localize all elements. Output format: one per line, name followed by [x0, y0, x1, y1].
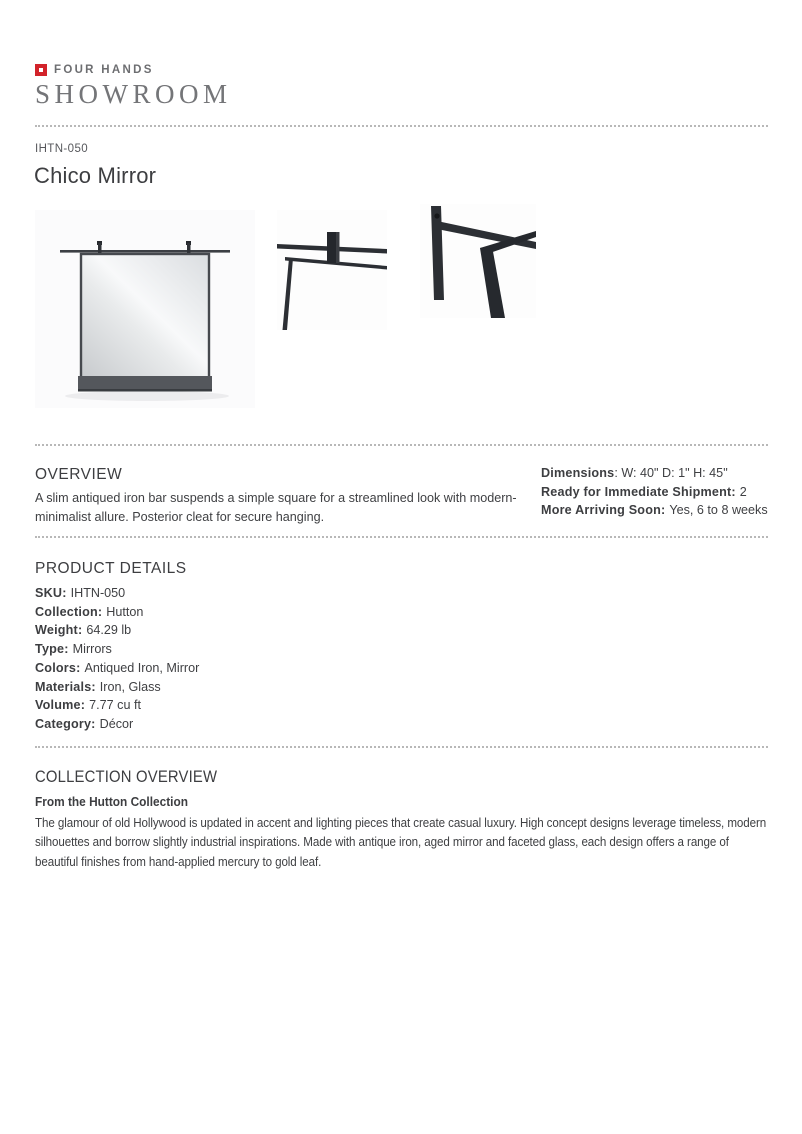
- hanger-bracket-graphic: [277, 210, 387, 330]
- frame-corner-graphic: [420, 204, 536, 318]
- detail-row-materials: [35, 678, 199, 697]
- four-hands-logo-mark-icon: [35, 64, 47, 76]
- detail-value: Hutton: [106, 604, 144, 619]
- logo-mark-inner-square: [39, 68, 43, 72]
- overview-body: A slim antiqued iron bar suspends a simple square for a streamlined look with modern-minimalist allure. Posterior cleat for secure hanging.: [35, 491, 517, 524]
- collection-overview-section: [35, 768, 773, 871]
- detail-label: Colors:: [35, 660, 81, 675]
- detail-label: SKU:: [35, 586, 67, 600]
- dimensions-line: [541, 464, 768, 483]
- product-image-main: [35, 210, 255, 408]
- detail-label: Weight:: [35, 623, 83, 638]
- separator-collection: [35, 746, 768, 748]
- shipping-info: [541, 464, 768, 520]
- product-image-detail-1: [277, 210, 387, 330]
- overview-heading: OVERVIEW: [35, 466, 123, 483]
- detail-row-colors: [35, 659, 199, 678]
- detail-label: Type:: [35, 642, 69, 657]
- detail-value: IHTN-050: [70, 586, 126, 600]
- detail-row-sku: [35, 584, 199, 603]
- detail-row-weight: [35, 621, 199, 640]
- detail-value: Antiqued Iron, Mirror: [84, 660, 200, 675]
- detail-label: Materials:: [35, 679, 96, 694]
- dimensions-value: : W: 40" D: 1" H: 45": [614, 466, 728, 480]
- product-details-list: [35, 584, 199, 734]
- separator-top: [35, 125, 768, 127]
- mirror-front-graphic: [35, 210, 255, 408]
- detail-row-type: [35, 640, 199, 659]
- detail-label: Category:: [35, 716, 96, 731]
- arriving-soon-value: Yes, 6 to 8 weeks: [669, 503, 768, 518]
- page-title: Chico Mirror: [34, 163, 157, 188]
- four-hands-logo: [35, 64, 232, 76]
- detail-label: Collection:: [35, 604, 103, 619]
- brand-header: [35, 64, 232, 110]
- separator-overview: [35, 444, 768, 446]
- product-image-detail-2: [420, 204, 536, 318]
- detail-value: 64.29 lb: [86, 623, 132, 638]
- collection-overview-heading: COLLECTION OVERVIEW: [35, 768, 218, 786]
- showroom-wordmark: SHOWROOM: [35, 79, 232, 109]
- detail-value: Mirrors: [72, 642, 112, 657]
- collection-subheading: From the Hutton Collection: [35, 794, 188, 809]
- ready-shipment-value: 2: [739, 484, 747, 499]
- product-sku-header: IHTN-050: [35, 143, 89, 155]
- detail-value: 7.77 cu ft: [89, 698, 141, 713]
- collection-body: The glamour of old Hollywood is updated in accent and lighting pieces that create casual luxury. High concept designs leverage timeless, modern silhouettes and borrow slightly industrial inspirations. Made with antique iron, aged mirror and faceted glass, each design offers a range of beautiful finishes from hand-applied mercury to gold leaf.: [35, 815, 767, 869]
- detail-value: Iron, Glass: [99, 679, 161, 694]
- dimensions-label: Dimensions: [541, 466, 615, 480]
- detail-row-collection: [35, 603, 199, 622]
- brand-name: FOUR HANDS: [54, 64, 154, 76]
- detail-row-category: [35, 715, 199, 734]
- product-details-heading: PRODUCT DETAILS: [35, 560, 187, 577]
- ready-shipment-line: [541, 483, 768, 502]
- separator-details: [35, 536, 768, 538]
- detail-value: Décor: [99, 716, 134, 731]
- arriving-soon-label: More Arriving Soon:: [541, 503, 666, 518]
- detail-label: Volume:: [35, 698, 86, 713]
- detail-row-volume: [35, 696, 199, 715]
- ready-shipment-label: Ready for Immediate Shipment:: [541, 484, 736, 499]
- arriving-soon-line: [541, 501, 768, 520]
